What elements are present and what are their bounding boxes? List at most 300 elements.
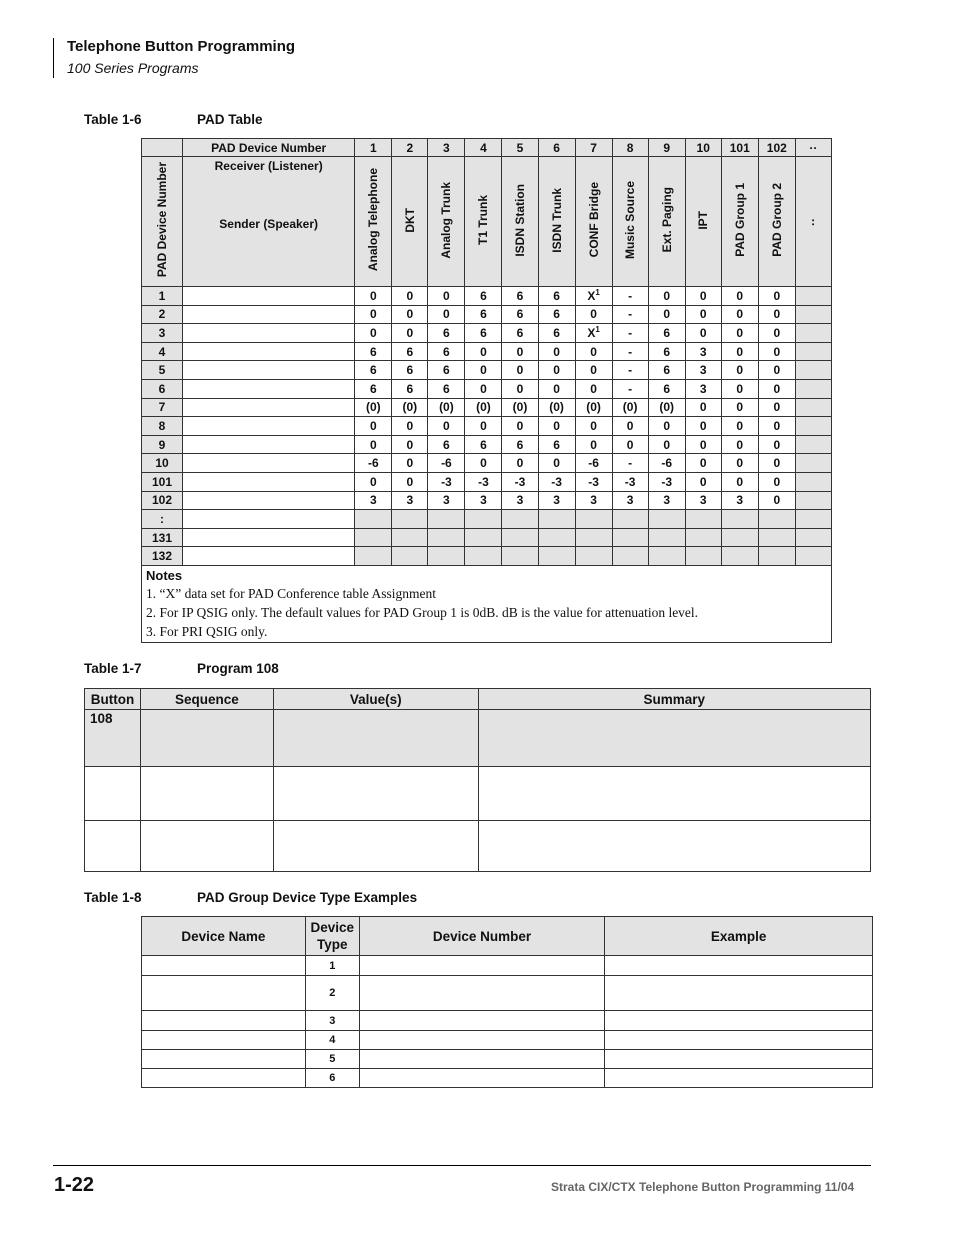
- pad-value: [648, 454, 685, 473]
- pad-value: [538, 417, 575, 436]
- pad-value: [392, 398, 428, 417]
- empty-cell: [648, 528, 685, 547]
- table8-cell: [142, 976, 306, 1011]
- table-row: [142, 379, 832, 398]
- pad-table: [141, 138, 832, 643]
- pad-value-text: (0): [586, 400, 601, 415]
- pad-value: [758, 435, 795, 454]
- pad-value: [685, 398, 721, 417]
- table8-cell: [359, 956, 605, 976]
- pad-value: [721, 491, 758, 510]
- table7-cell: [140, 710, 273, 767]
- pad-value: [502, 361, 538, 380]
- pad-value: [648, 287, 685, 306]
- table8-header-device-number: Device Number: [359, 917, 605, 956]
- pad-value-text: 0: [406, 325, 414, 340]
- pad-value: [612, 435, 648, 454]
- pad-value-text: 0: [736, 456, 744, 471]
- pad-value: [538, 491, 575, 510]
- row-device-number: 132: [142, 547, 183, 566]
- pad-value-text: 0: [699, 325, 707, 340]
- pad-group-device-type-table: [141, 916, 873, 1088]
- pad-value-text: 0: [443, 307, 450, 322]
- column-name: Analog Trunk: [439, 181, 454, 259]
- pad-value: [575, 379, 612, 398]
- pad-value-text: 3: [516, 493, 524, 508]
- pad-value: [428, 435, 465, 454]
- column-name: ··: [806, 217, 821, 226]
- column-number: 2: [392, 139, 428, 157]
- pad-value: [428, 361, 465, 380]
- row-device-number: 102: [142, 491, 183, 510]
- pad-value-text: 0: [590, 437, 597, 452]
- pad-value-text: 0: [553, 344, 560, 359]
- table7-header-button: Button: [85, 689, 141, 710]
- pad-value: [465, 398, 502, 417]
- table7-header-row: [85, 689, 871, 710]
- pad-value-text: 3: [369, 493, 377, 508]
- table8-header-example: Example: [605, 917, 873, 956]
- pad-value-text: 6: [663, 344, 671, 359]
- pad-value: [721, 417, 758, 436]
- pad-value-text: 0: [699, 288, 707, 303]
- pad-value-text: 3: [480, 493, 487, 508]
- pad-value: [648, 491, 685, 510]
- pad-value: [502, 398, 538, 417]
- pad-value-text: 3: [626, 493, 634, 508]
- empty-cell: [392, 510, 428, 529]
- empty-cell: [795, 510, 831, 529]
- pad-value-text: 0: [480, 363, 487, 378]
- pad-value-text: 0: [480, 344, 487, 359]
- pad-value-text: 0: [736, 418, 744, 433]
- pad-value-text: 6: [553, 307, 560, 322]
- pad-value: [392, 472, 428, 491]
- page-number: 1-22: [54, 1174, 95, 1196]
- pad-value: [721, 454, 758, 473]
- pad-value: [502, 491, 538, 510]
- column-number: 6: [538, 139, 575, 157]
- pad-value-text: 0: [516, 456, 524, 471]
- table8-cell: [605, 1050, 873, 1069]
- column-name: IPT: [696, 210, 711, 230]
- empty-cell: [392, 547, 428, 566]
- pad-value: [428, 342, 465, 361]
- row-device-number: :: [142, 510, 183, 529]
- pad-value: [502, 417, 538, 436]
- pad-value: [502, 379, 538, 398]
- pad-value-text: 6: [553, 325, 560, 340]
- pad-value: [392, 491, 428, 510]
- pad-value: [685, 491, 721, 510]
- pad-value-text: -: [628, 325, 633, 340]
- column-name: Music Source: [623, 180, 638, 260]
- row-label-cell: [183, 305, 355, 324]
- pad-value-text: 6: [516, 307, 524, 322]
- pad-value-text: 0: [443, 418, 450, 433]
- pad-value-text: 6: [369, 344, 377, 359]
- pad-value-text: 0: [736, 437, 744, 452]
- table7-cell: [478, 767, 870, 821]
- row-label-cell: [183, 287, 355, 306]
- pad-value-text: 6: [516, 437, 524, 452]
- pad-value-text: 6: [480, 325, 487, 340]
- empty-cell: [795, 547, 831, 566]
- table7-cell: [273, 767, 478, 821]
- pad-value: [392, 287, 428, 306]
- pad-value: [685, 287, 721, 306]
- row-device-number: 3: [142, 324, 183, 343]
- pad-value-text: 0: [406, 474, 414, 489]
- pad-value: [685, 342, 721, 361]
- pad-value: [465, 472, 502, 491]
- row-device-number: 7: [142, 398, 183, 417]
- column-name-cell: [721, 157, 758, 287]
- pad-value-text: 0: [480, 381, 487, 396]
- pad-value-text: 3: [699, 381, 707, 396]
- table8-cell: [142, 1031, 306, 1050]
- column-number: 102: [758, 139, 795, 157]
- pad-value: [721, 342, 758, 361]
- empty-cell: [428, 510, 465, 529]
- row-device-number: 2: [142, 305, 183, 324]
- column-name-cell: [685, 157, 721, 287]
- receiver-label: Receiver (Listener): [214, 159, 323, 173]
- table8-header-row: [142, 917, 873, 956]
- pad-value-text: (0): [512, 400, 528, 415]
- pad-value: [428, 398, 465, 417]
- column-number: 3: [428, 139, 465, 157]
- empty-cell: [355, 528, 392, 547]
- pad-value-text: 3: [590, 493, 597, 508]
- row-device-number: 4: [142, 342, 183, 361]
- row-label-cell: [183, 472, 355, 491]
- table-row: [142, 1011, 873, 1031]
- pad-value-text: 0: [736, 288, 744, 303]
- pad-value-text: 0: [369, 418, 377, 433]
- pad-value: [355, 342, 392, 361]
- pad-value-text: 6: [443, 344, 450, 359]
- pad-value-text: 6: [369, 363, 377, 378]
- pad-value-text: -: [628, 381, 633, 396]
- table8-cell: [142, 956, 306, 976]
- pad-value: [648, 324, 685, 343]
- pad-value: [758, 472, 795, 491]
- empty-cell: [758, 528, 795, 547]
- table-row: [142, 547, 832, 566]
- pad-value: [685, 435, 721, 454]
- row-label-cell: [183, 417, 355, 436]
- pad-value-text: (0): [549, 400, 564, 415]
- pad-value-text: 0: [516, 344, 524, 359]
- pad-value-text: 0: [699, 437, 707, 452]
- row-device-number: 5: [142, 361, 183, 380]
- empty-cell: [795, 305, 831, 324]
- pad-value-text: 6: [369, 381, 377, 396]
- row-label-cell: [183, 361, 355, 380]
- pad-value: [538, 435, 575, 454]
- table6-caption-title: PAD Table: [197, 112, 263, 127]
- row-device-number: 8: [142, 417, 183, 436]
- pad-value-text: 0: [553, 456, 560, 471]
- pad-value: [538, 305, 575, 324]
- table8-cell: [359, 1031, 605, 1050]
- pad-value-text: 6: [443, 381, 450, 396]
- table7-row: [85, 767, 871, 821]
- pad-value: [721, 287, 758, 306]
- empty-cell: [538, 510, 575, 529]
- pad-value: [612, 454, 648, 473]
- pad-value-text: 0: [773, 474, 781, 489]
- table7-row: [85, 821, 871, 872]
- pad-value-text: 0: [516, 418, 524, 433]
- column-number: 10: [685, 139, 721, 157]
- pad-value-text: 6: [443, 437, 450, 452]
- pad-value-text: (0): [476, 400, 491, 415]
- row-device-number: 9: [142, 435, 183, 454]
- pad-value-text: 6: [443, 363, 450, 378]
- column-name: ISDN Trunk: [549, 187, 564, 253]
- table-row: [142, 1031, 873, 1050]
- pad-value: [685, 305, 721, 324]
- pad-value: [355, 417, 392, 436]
- empty-cell: [465, 528, 502, 547]
- pad-value-text: 6: [663, 325, 671, 340]
- pad-value: [538, 379, 575, 398]
- pad-value: [612, 379, 648, 398]
- corner-label: PAD Device Number: [183, 139, 355, 157]
- pad-value-text: -6: [661, 456, 673, 471]
- row-device-number: 1: [142, 287, 183, 306]
- table7-cell: [273, 710, 478, 767]
- empty-cell: [795, 454, 831, 473]
- pad-value: [758, 305, 795, 324]
- pad-value-text: 6: [480, 437, 487, 452]
- empty-cell: [612, 510, 648, 529]
- empty-cell: [502, 528, 538, 547]
- pad-value-text: 0: [369, 437, 377, 452]
- pad-value-text: 0: [406, 437, 414, 452]
- pad-value-text: (0): [659, 400, 675, 415]
- pad-value-text: 0: [626, 418, 634, 433]
- table7-cell: [85, 767, 141, 821]
- pad-value-text: 0: [406, 288, 414, 303]
- device-type-value: 3: [305, 1011, 359, 1031]
- pad-value: [428, 379, 465, 398]
- empty-cell: [502, 510, 538, 529]
- pad-value-text: 0: [553, 381, 560, 396]
- header-name-row: [142, 157, 832, 287]
- pad-value-text: (0): [365, 400, 381, 415]
- pad-value: [355, 361, 392, 380]
- column-name-cell: [648, 157, 685, 287]
- empty-cell: [465, 510, 502, 529]
- table8-cell: [142, 1069, 306, 1088]
- pad-value-text: 6: [406, 381, 414, 396]
- pad-value: [428, 324, 465, 343]
- table-row: [142, 417, 832, 436]
- pad-value-text: 6: [553, 288, 560, 303]
- pad-value-text: -3: [624, 474, 636, 489]
- notes-cell: [142, 565, 832, 642]
- column-name-cell: [575, 157, 612, 287]
- header-number-row: [142, 139, 832, 157]
- note-item: 1. “X” data set for PAD Conference table Assignment: [146, 585, 437, 601]
- pad-value-text: 0: [480, 418, 487, 433]
- pad-value: [758, 379, 795, 398]
- pad-value-text: 0: [699, 456, 707, 471]
- empty-cell: [465, 547, 502, 566]
- pad-value: [575, 491, 612, 510]
- empty-cell: [795, 528, 831, 547]
- pad-value: [428, 472, 465, 491]
- column-name: PAD Group 1: [732, 183, 747, 257]
- empty-cell: [685, 547, 721, 566]
- column-name-cell: [538, 157, 575, 287]
- pad-value-text: X: [587, 289, 596, 304]
- column-number: 8: [612, 139, 648, 157]
- pad-value: [612, 342, 648, 361]
- table7-cell: [478, 710, 870, 767]
- empty-cell: [795, 287, 831, 306]
- row-label-cell: [183, 491, 355, 510]
- pad-value: [612, 324, 648, 343]
- pad-value: [575, 398, 612, 417]
- column-name-cell: [465, 157, 502, 287]
- column-name-cell: [612, 157, 648, 287]
- empty-cell: [795, 417, 831, 436]
- table-row: [142, 472, 832, 491]
- pad-value-text: 0: [773, 493, 781, 508]
- pad-value-text: -: [628, 363, 633, 378]
- footer-doc-title: Strata CIX/CTX Telephone Button Programming 11/04: [551, 1180, 855, 1194]
- empty-cell: [575, 528, 612, 547]
- pad-value-text: 0: [773, 400, 781, 415]
- table7-header-values: Value(s): [273, 689, 478, 710]
- row-label-cell: [183, 324, 355, 343]
- table8-cell: [142, 1011, 306, 1031]
- pad-value-text: 3: [699, 363, 707, 378]
- pad-value: [428, 417, 465, 436]
- empty-cell: [721, 547, 758, 566]
- pad-value-text: 0: [773, 344, 781, 359]
- pad-value-text: 0: [590, 381, 597, 396]
- pad-value-text: 0: [369, 325, 377, 340]
- pad-value-text: 0: [736, 307, 744, 322]
- pad-value-text: -3: [478, 474, 489, 489]
- empty-cell: [428, 528, 465, 547]
- pad-value: [575, 305, 612, 324]
- pad-value: [465, 361, 502, 380]
- table8-cell: [605, 1069, 873, 1088]
- table7-caption-title: Program 108: [197, 661, 279, 676]
- pad-value: [355, 305, 392, 324]
- table-row: [142, 528, 832, 547]
- pad-value: [428, 454, 465, 473]
- table7-cell: [478, 821, 870, 872]
- pad-value-text: 0: [736, 363, 744, 378]
- empty-cell: [648, 547, 685, 566]
- pad-value: [648, 417, 685, 436]
- pad-value-text: 6: [406, 363, 414, 378]
- pad-value-text: -: [628, 344, 633, 359]
- pad-value: [538, 398, 575, 417]
- pad-value-text: X: [587, 326, 596, 341]
- pad-value-text: (0): [402, 400, 418, 415]
- table-row: [142, 956, 873, 976]
- empty-cell: [575, 510, 612, 529]
- pad-value: [685, 472, 721, 491]
- empty-cell: [721, 510, 758, 529]
- pad-value-text: 0: [773, 288, 781, 303]
- device-type-value: 6: [305, 1069, 359, 1088]
- note-item: 2. For IP QSIG only. The default values for PAD Group 1 is 0dB. dB is the value for attenuation level.: [146, 604, 699, 620]
- pad-value: [465, 379, 502, 398]
- pad-value: [758, 454, 795, 473]
- pad-value-text: 0: [516, 363, 524, 378]
- pad-value: [685, 417, 721, 436]
- pad-value: [392, 417, 428, 436]
- pad-value: [758, 398, 795, 417]
- empty-cell: [648, 510, 685, 529]
- pad-value: [685, 324, 721, 343]
- pad-value-text: 0: [516, 381, 524, 396]
- column-name-cell: [355, 157, 392, 287]
- pad-value: [465, 305, 502, 324]
- pad-value: [575, 361, 612, 380]
- table-row: [142, 342, 832, 361]
- table8-cell: [359, 1011, 605, 1031]
- pad-value: [538, 324, 575, 343]
- pad-value: [538, 287, 575, 306]
- table8-cell: [605, 1031, 873, 1050]
- pad-value-text: -3: [441, 474, 452, 489]
- pad-value-text: 0: [590, 418, 597, 433]
- pad-value: [575, 472, 612, 491]
- pad-value: [392, 379, 428, 398]
- column-name-cell: [502, 157, 538, 287]
- empty-cell: [795, 324, 831, 343]
- pad-value: [758, 324, 795, 343]
- header-rule: [53, 38, 54, 78]
- pad-value-text: 0: [480, 456, 487, 471]
- pad-value: [612, 361, 648, 380]
- pad-value: [465, 417, 502, 436]
- table-row: [142, 1050, 873, 1069]
- table-row: [142, 435, 832, 454]
- table7-button-value: 108: [85, 710, 141, 767]
- row-device-number: 131: [142, 528, 183, 547]
- pad-value-text: 6: [516, 325, 524, 340]
- pad-value-text: 6: [553, 437, 560, 452]
- empty-cell: [685, 528, 721, 547]
- table-row: [142, 1069, 873, 1088]
- page-subtitle: 100 Series Programs: [67, 60, 199, 76]
- pad-value: [575, 417, 612, 436]
- pad-value-text: 6: [443, 325, 450, 340]
- pad-value-text: 0: [553, 418, 560, 433]
- column-number: ··: [795, 139, 831, 157]
- pad-value: [538, 361, 575, 380]
- pad-value: [758, 342, 795, 361]
- pad-value: [502, 472, 538, 491]
- table8-caption-number: Table 1-8: [84, 890, 142, 905]
- table8-cell: [359, 1069, 605, 1088]
- pad-value-text: 0: [663, 288, 671, 303]
- table7-caption-number: Table 1-7: [84, 661, 142, 676]
- empty-cell: [502, 547, 538, 566]
- pad-value: [392, 305, 428, 324]
